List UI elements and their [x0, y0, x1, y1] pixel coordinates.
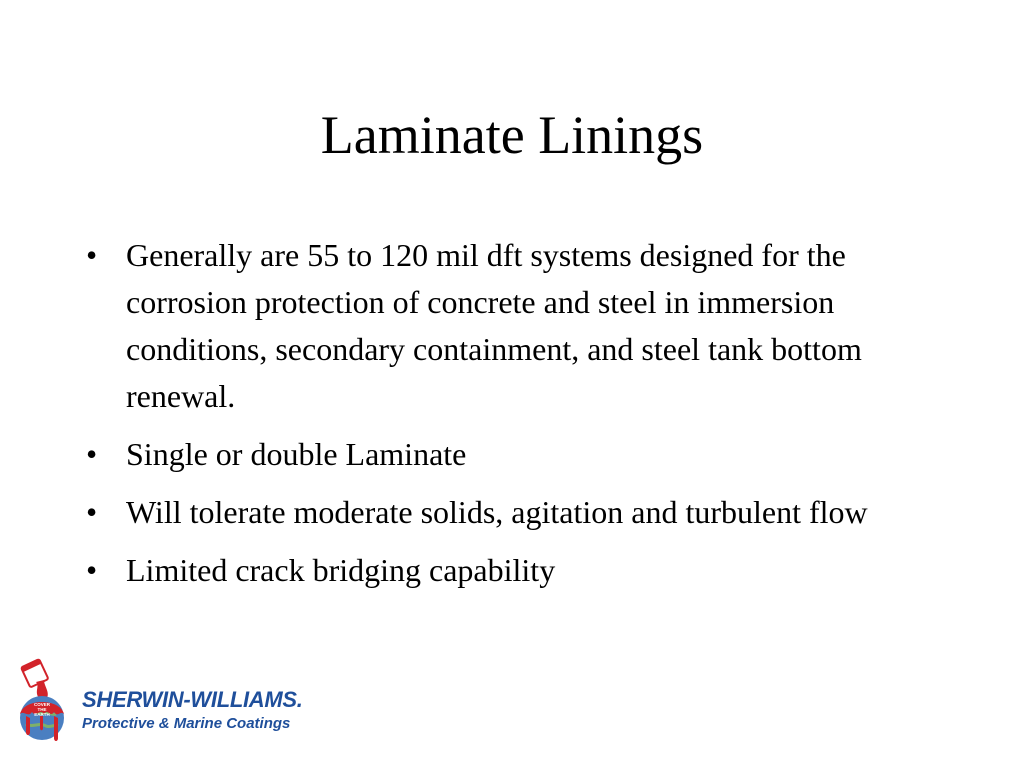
svg-text:EARTH: EARTH [34, 712, 50, 717]
bullet-text: Limited crack bridging capability [126, 552, 556, 588]
bullet-dot: • [86, 436, 98, 472]
bullet-item [86, 547, 946, 594]
slide-title: Laminate Linings [320, 105, 704, 165]
bullet-text: Will tolerate moderate solids, agitation and turbulent flow [126, 494, 868, 530]
bullet-text: Generally are 55 to 120 mil dft systems designed for the corrosion protection of concrete and steel in immersion conditions, secondary containment, and steel tank bottom renewal. [126, 237, 862, 414]
bullet-dot: • [86, 552, 98, 588]
bullet-dot: • [86, 237, 98, 273]
bullet-item [86, 232, 946, 420]
svg-text:THE: THE [37, 707, 47, 712]
bullet-item [86, 431, 946, 478]
bullet-item [86, 489, 946, 536]
brand-name: SHERWIN-WILLIAMS. [82, 687, 303, 712]
sherwin-williams-logo [14, 656, 314, 748]
bullet-list [86, 232, 946, 605]
cover-the-earth-icon [14, 656, 72, 748]
brand-tagline: Protective & Marine Coatings [82, 715, 291, 732]
svg-text:COVER: COVER [33, 702, 51, 707]
bullet-dot: • [86, 494, 98, 530]
bullet-text: Single or double Laminate [126, 436, 467, 472]
